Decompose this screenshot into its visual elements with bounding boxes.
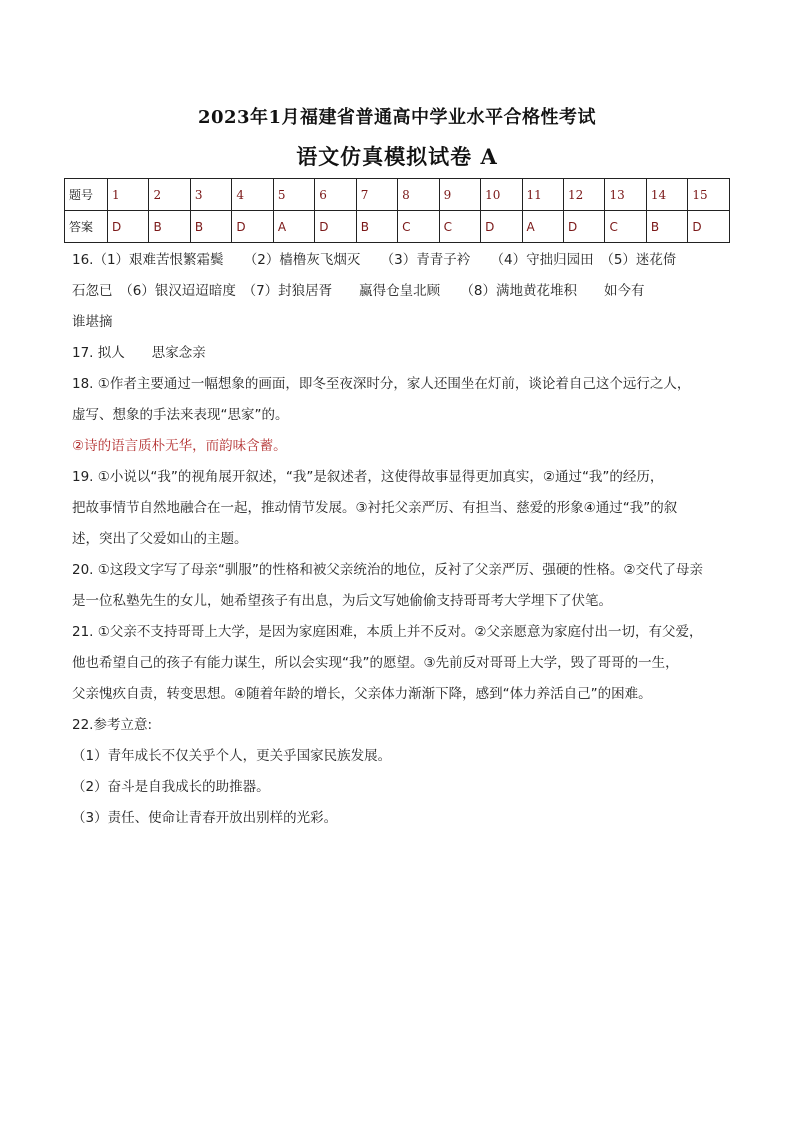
answer-letter: B	[356, 211, 397, 243]
answer-21-line: 父亲愧疚自责，转变思想。④随着年龄的增长，父亲体力渐渐下降，感到“体力养活自己”的困难。	[72, 686, 652, 702]
question-number: 14	[646, 179, 687, 211]
answer-19-line: 述，突出了父爱如山的主题。	[72, 531, 248, 547]
question-number: 10	[481, 179, 522, 211]
answer-16	[72, 245, 732, 338]
question-number: 12	[563, 179, 604, 211]
answer-letter: C	[398, 211, 439, 243]
answer-header: 答案	[65, 211, 108, 243]
answer-letter: B	[149, 211, 190, 243]
question-number: 9	[439, 179, 480, 211]
answer-letter: D	[688, 211, 730, 243]
answer-22-heading: 22.参考立意:	[72, 717, 153, 733]
question-number: 3	[190, 179, 231, 211]
answer-22-item: （1）青年成长不仅关乎个人，更关乎国家民族发展。	[72, 748, 392, 764]
question-number: 15	[688, 179, 730, 211]
answer-22-item: （3）责任、使命让青春开放出别样的光彩。	[72, 810, 338, 826]
answer-body	[72, 245, 732, 834]
answer-letter: D	[315, 211, 356, 243]
answer-letter: D	[232, 211, 273, 243]
answer-22-item: （2）奋斗是自我成长的助推器。	[72, 779, 270, 795]
answer-21	[72, 617, 732, 710]
question-number: 4	[232, 179, 273, 211]
question-number: 8	[398, 179, 439, 211]
answer-letter: D	[563, 211, 604, 243]
answer-19	[72, 462, 732, 555]
answer-letter: A	[522, 211, 563, 243]
answer-21-line: 21. ①父亲不支持哥哥上大学，是因为家庭困难，本质上并不反对。②父亲愿意为家庭付出一切，有父爱，	[72, 624, 703, 640]
exam-title: 2023年1月福建省普通高中学业水平合格性考试	[197, 107, 597, 128]
question-number: 1	[108, 179, 149, 211]
answer-letter: B	[190, 211, 231, 243]
answer-16-line: 石忽已 （6）银汉迢迢暗度 （7）封狼居胥 赢得仓皇北顾 （8）满地黄花堆积 如今有	[72, 283, 645, 299]
answer-letter: D	[108, 211, 149, 243]
question-number: 7	[356, 179, 397, 211]
answer-20	[72, 555, 732, 617]
answer-letter: D	[481, 211, 522, 243]
answer-21-line: 他也希望自己的孩子有能力谋生，所以会实现“我”的愿望。③先前反对哥哥上大学，毁了哥哥的一生，	[72, 655, 679, 671]
answer-22	[72, 710, 732, 834]
question-number-row	[65, 179, 730, 211]
question-number: 5	[273, 179, 314, 211]
question-number: 6	[315, 179, 356, 211]
answer-18-line: 虚写、想象的手法来表现“思家”的。	[72, 407, 289, 423]
answer-table	[64, 178, 730, 243]
question-number: 13	[605, 179, 646, 211]
answer-16-line: 16.（1）艰难苦恨繁霜鬓 （2）樯橹灰飞烟灭 （3）青青子衿 （4）守拙归园田 （5）迷花倚	[72, 252, 677, 268]
answer-letter: A	[273, 211, 314, 243]
answer-letter: C	[439, 211, 480, 243]
answer-18-line: ②诗的语言质朴无华，而韵味含蓄。	[72, 438, 287, 454]
answer-20-line: 20. ①这段文字写了母亲“驯服”的性格和被父亲统治的地位，反衬了父亲严厉、强硬的性格。②交代了母亲	[72, 562, 703, 578]
answer-19-line: 19. ①小说以“我”的视角展开叙述，“我”是叙述者，这使得故事显得更加真实，②通过“我”的经历，	[72, 469, 664, 485]
answer-19-line: 把故事情节自然地融合在一起，推动情节发展。③衬托父亲严厉、有担当、慈爱的形象④通过“我”的叙	[72, 500, 678, 516]
answer-row	[65, 211, 730, 243]
question-number: 11	[522, 179, 563, 211]
answer-letter: B	[646, 211, 687, 243]
question-number-header: 题号	[65, 179, 108, 211]
exam-subtitle: 语文仿真模拟试卷 A	[296, 144, 498, 169]
question-number: 2	[149, 179, 190, 211]
answer-letter: C	[605, 211, 646, 243]
answer-20-line: 是一位私塾先生的女儿，她希望孩子有出息，为后文写她偷偷支持哥哥考大学埋下了伏笔。	[72, 593, 612, 609]
answer-16-line: 谁堪摘	[72, 314, 113, 330]
answer-18-line: 18. ①作者主要通过一幅想象的画面，即冬至夜深时分，家人还围坐在灯前，谈论着自己这个远行之人，	[72, 376, 691, 392]
answer-18	[72, 369, 732, 462]
answer-17: 17. 拟人 思家念亲	[72, 345, 206, 361]
